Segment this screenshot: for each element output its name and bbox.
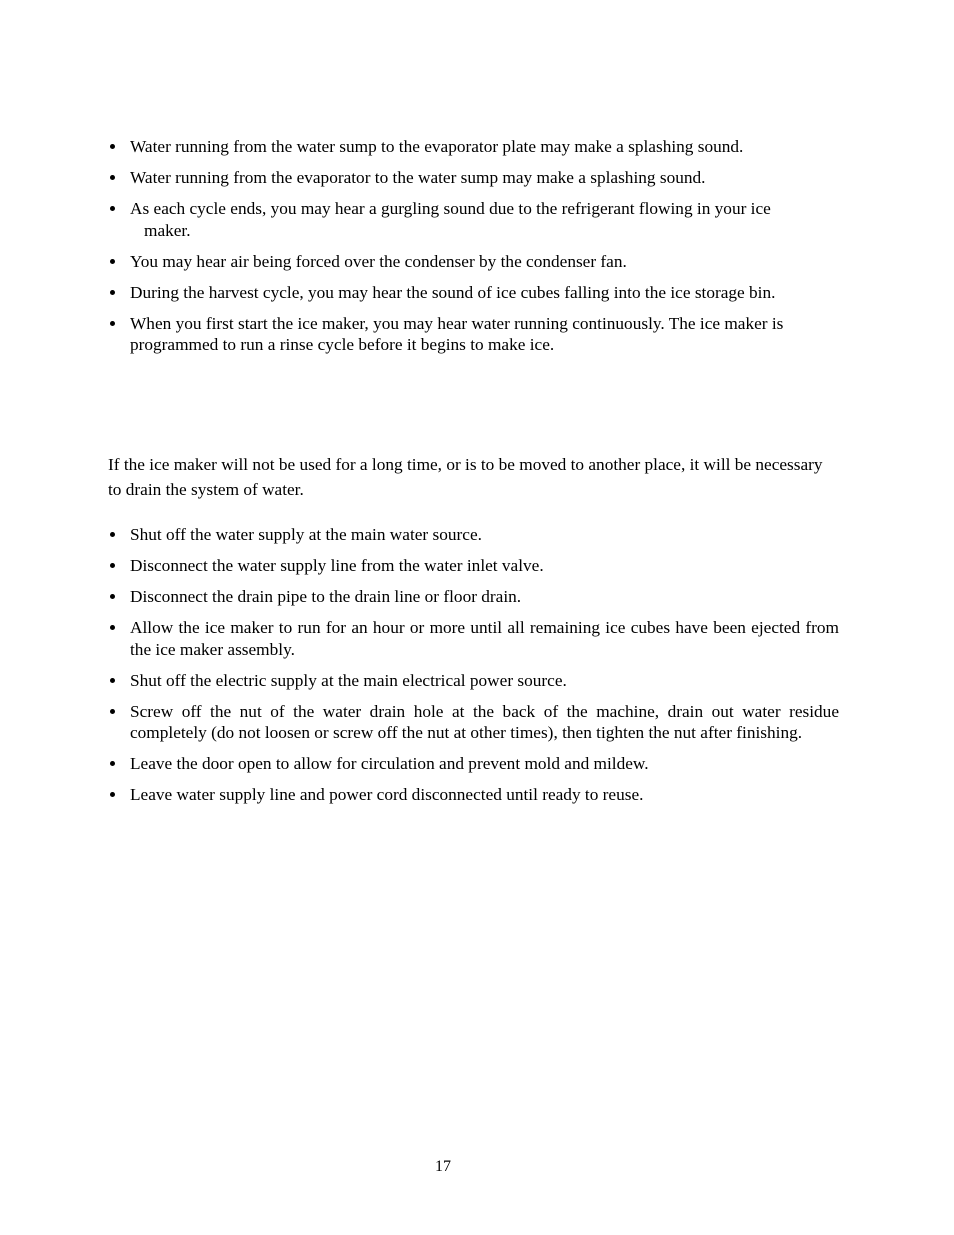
list-item-text: Disconnect the drain pipe to the drain line or floor drain. [130, 587, 522, 606]
bullet-icon [110, 709, 115, 714]
list-item [108, 784, 839, 806]
list-item-text: Shut off the electric supply at the main electrical power source. [130, 670, 567, 690]
list-item [108, 701, 839, 744]
list-item [108, 555, 839, 577]
bullet-icon [110, 792, 115, 797]
list-item [108, 167, 839, 189]
bullet-icon [110, 563, 115, 568]
list-item [108, 136, 839, 158]
list-item [108, 282, 839, 304]
list-item [108, 524, 839, 546]
bullet-icon [110, 625, 115, 630]
list-item [108, 753, 839, 775]
list-item [108, 251, 839, 273]
storage-steps-list [108, 524, 839, 815]
bullet-icon [110, 532, 115, 537]
bullet-icon [110, 144, 115, 149]
list-item-text: During the harvest cycle, you may hear the sound of ice cubes falling into the ice storage bin. [130, 282, 776, 302]
list-item-text: Water running from the evaporator to the water sump may make a splashing sound. [130, 168, 706, 187]
list-item-text: Leave the door open to allow for circulation and prevent mold and mildew. [130, 754, 649, 773]
list-item [108, 586, 839, 608]
list-item-text: Screw off the nut of the water drain hole at the back of the machine, drain out water residue completely (do not loosen or screw off the nut at other times), then tighten the nut after finishing. [130, 701, 839, 742]
list-item [108, 617, 839, 660]
list-item [108, 198, 839, 241]
bullet-icon [110, 206, 115, 211]
bullet-icon [110, 321, 115, 326]
list-item-text: Leave water supply line and power cord disconnected until ready to reuse. [130, 785, 644, 804]
bullet-icon [110, 175, 115, 180]
list-item-text: Water running from the water sump to the evaporator plate may make a splashing sound. [130, 137, 744, 156]
page-number: 17 [435, 1158, 451, 1175]
list-item [108, 313, 839, 356]
list-item-text: Allow the ice maker to run for an hour or more until all remaining ice cubes have been ejected from the ice maker assembly. [130, 618, 839, 659]
list-item-text: When you first start the ice maker, you may hear water running continuously. The ice maker is programmed to run a rinse cycle before it begins to make ice. [130, 313, 784, 354]
list-item [108, 670, 839, 692]
bullet-icon [110, 594, 115, 599]
storage-intro-paragraph: If the ice maker will not be used for a long time, or is to be moved to another place, it will be necessary to drain the system of water. [108, 455, 823, 499]
list-item-text: Disconnect the water supply line from the water inlet valve. [130, 556, 544, 575]
bullet-icon [110, 290, 115, 295]
list-item-text: As each cycle ends, you may hear a gurgling sound due to the refrigerant flowing in your ice [130, 199, 771, 218]
list-item-text-continued: maker. [144, 220, 191, 240]
list-item-text: You may hear air being forced over the condenser by the condenser fan. [130, 251, 627, 271]
bullet-icon [110, 259, 115, 264]
bullet-icon [110, 761, 115, 766]
bullet-icon [110, 678, 115, 683]
list-item-text: Shut off the water supply at the main water source. [130, 525, 482, 544]
normal-sounds-list [108, 136, 839, 365]
